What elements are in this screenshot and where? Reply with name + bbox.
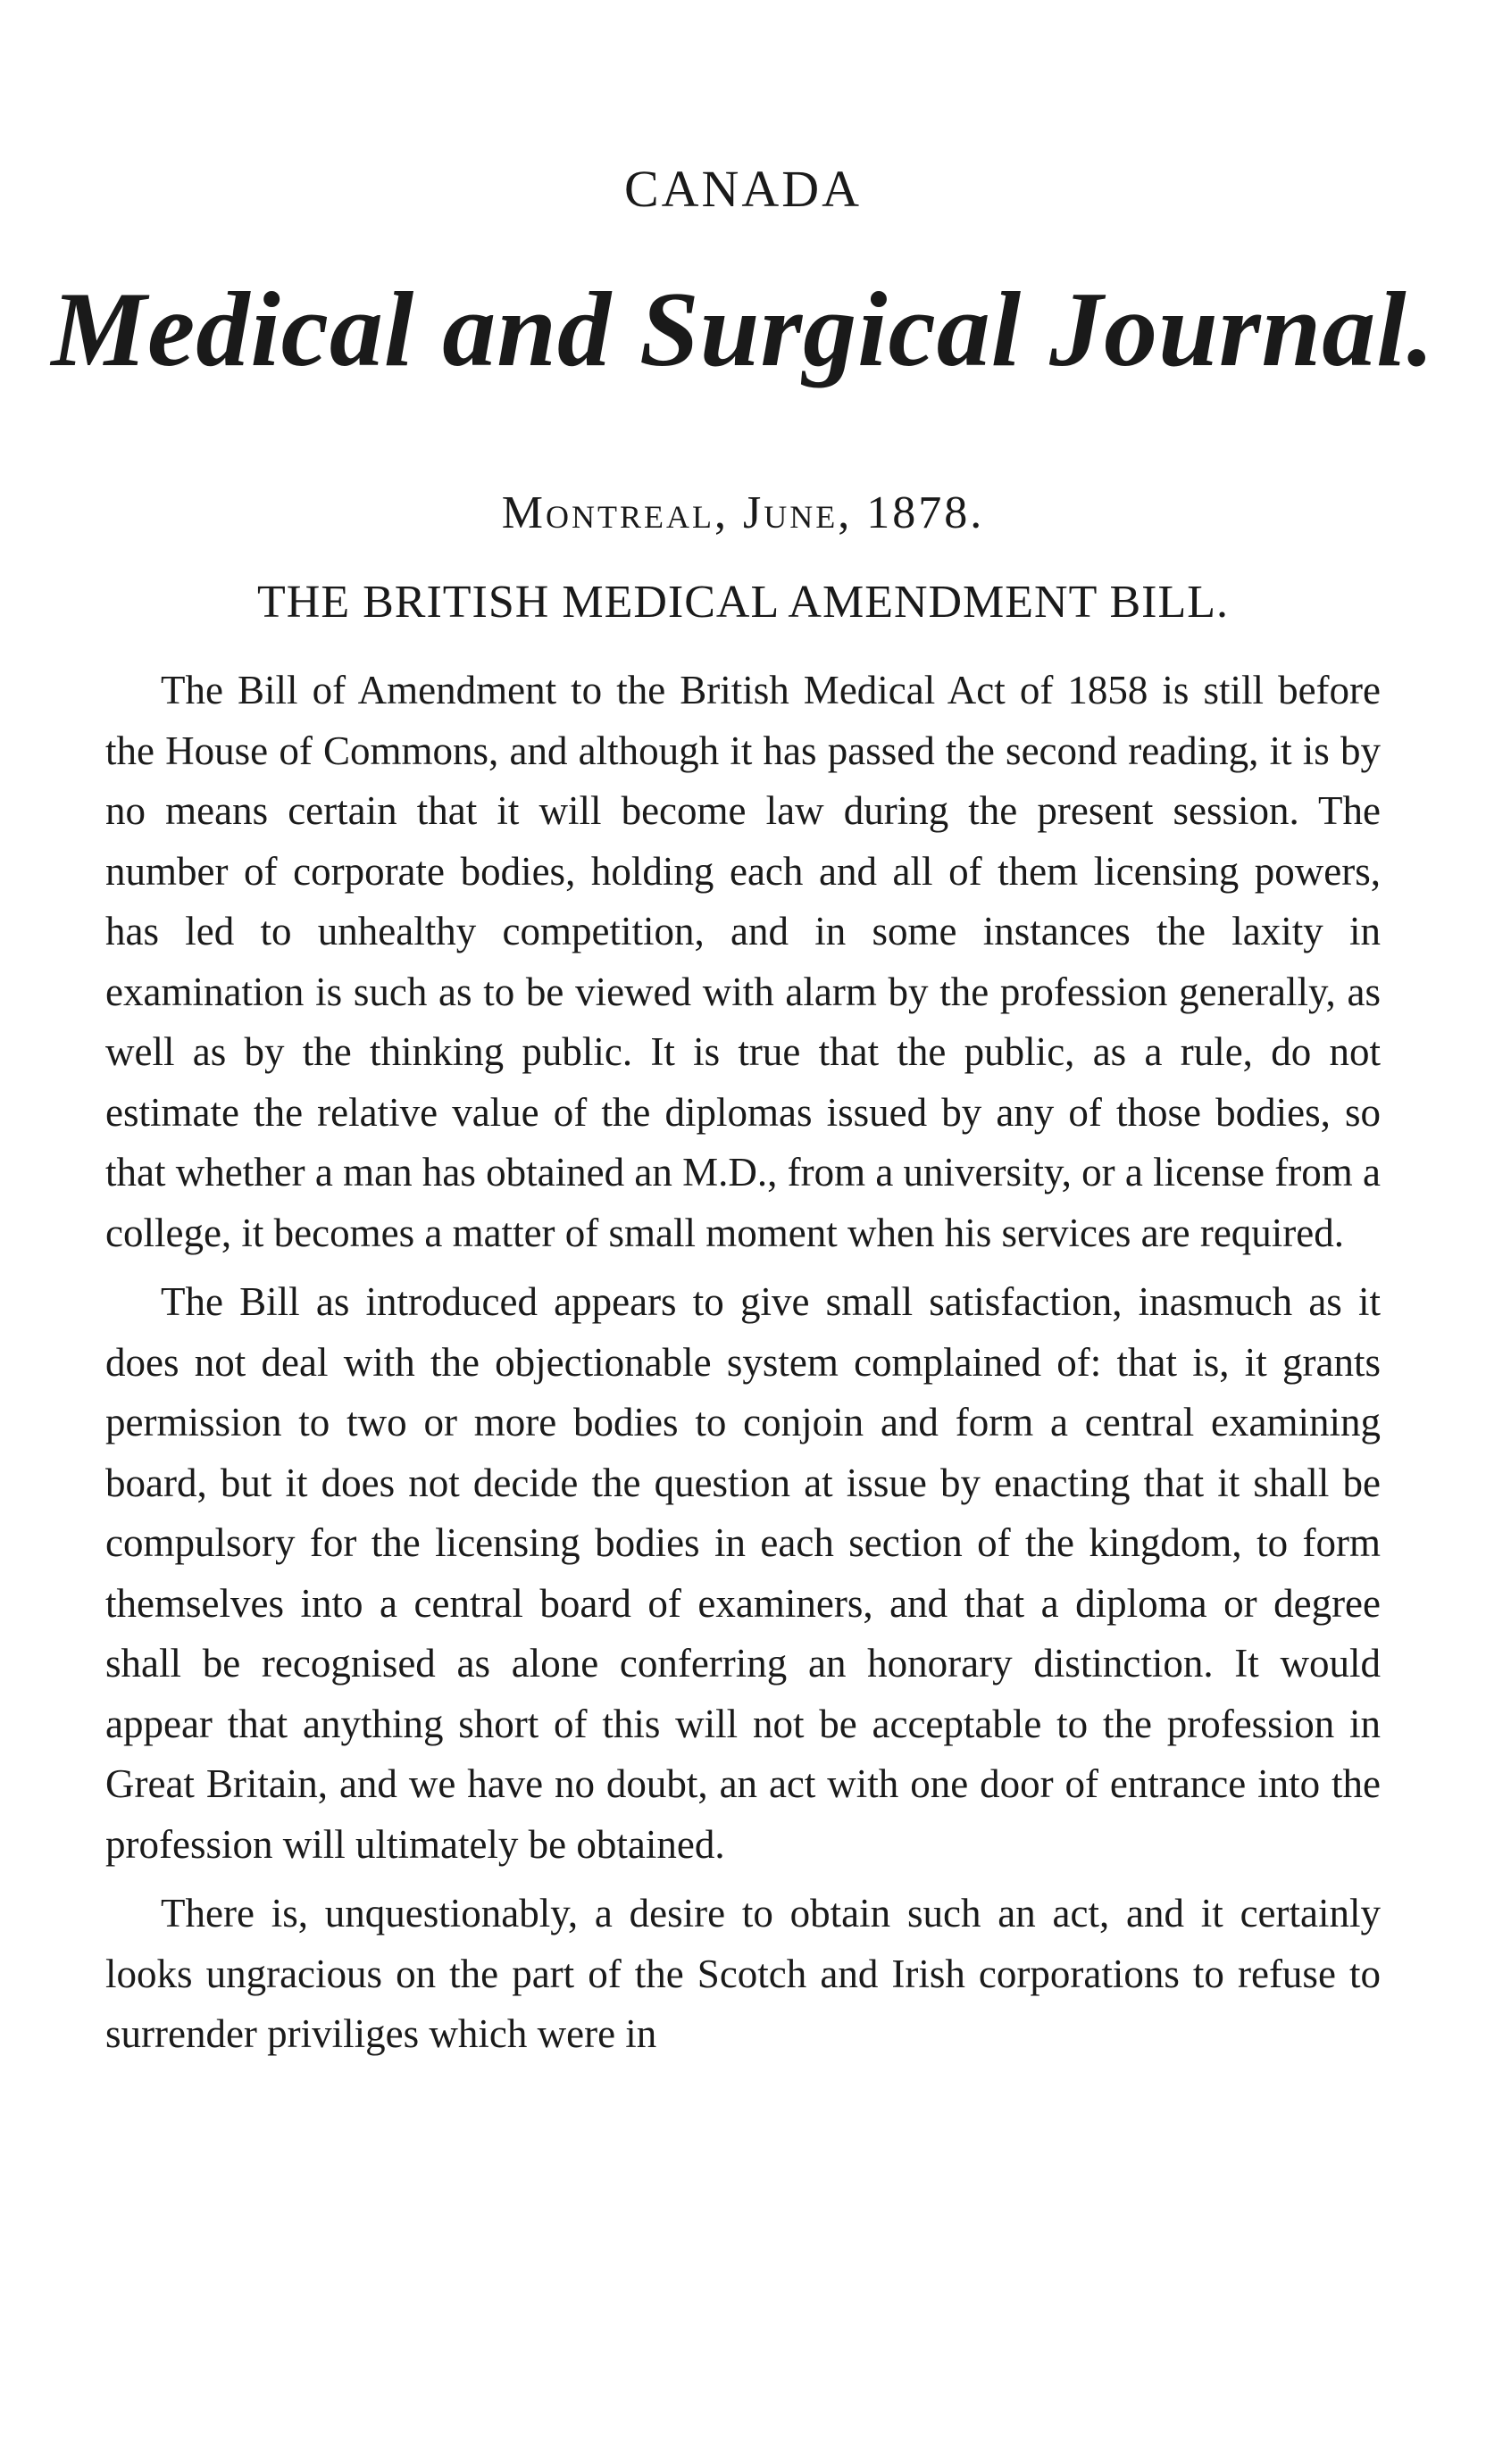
journal-title: Medical and Surgical Journal. [51, 270, 1435, 388]
masthead-country: CANADA [623, 160, 863, 218]
article-body [105, 661, 1381, 2065]
dateline: Montreal, June, 1878. [501, 487, 985, 538]
article-paragraph: There is, unquestionably, a desire to obtain such an act, and it certainly looks ungracious on the part of the Scotch and Irish corporations to refuse to surrender priviliges which were in [105, 1891, 1381, 2056]
article-paragraph: The Bill of Amendment to the British Medical Act of 1858 is still before the House of Commons, and although it has passed the second reading, it is by no means certain that it will become law during the present session. The number of corporate bodies, holding each and all of them licensing powers, has led to unhealthy competition, and in some instances the laxity in examination is such as to be viewed with alarm by the profession generally, as well as by the thinking public. It is true that the public, as a rule, do not estimate the relative value of the diplomas issued by any of those bodies, so that whether a man has obtained an M.D., from a university, or a license from a college, it becomes a matter of small moment when his services are required. [105, 668, 1381, 1255]
article-paragraph: The Bill as introduced appears to give small satisfaction, inasmuch as it does not deal with the objectionable system complained of: that is, it grants permission to two or more bodies to conjoin and form a central examining board, but it does not decide the question at issue by enacting that it shall be compulsory for the licensing bodies in each section of the kingdom, to form themselves into a central board of examiners, and that a diploma or degree shall be recognised as alone conferring an honorary distinction. It would appear that anything short of this will not be acceptable to the profession in Great Britain, and we have no doubt, an act with one door of entrance into the profession will ultimately be obtained. [105, 1279, 1381, 1867]
article-title: THE BRITISH MEDICAL AMENDMENT BILL. [257, 577, 1229, 628]
